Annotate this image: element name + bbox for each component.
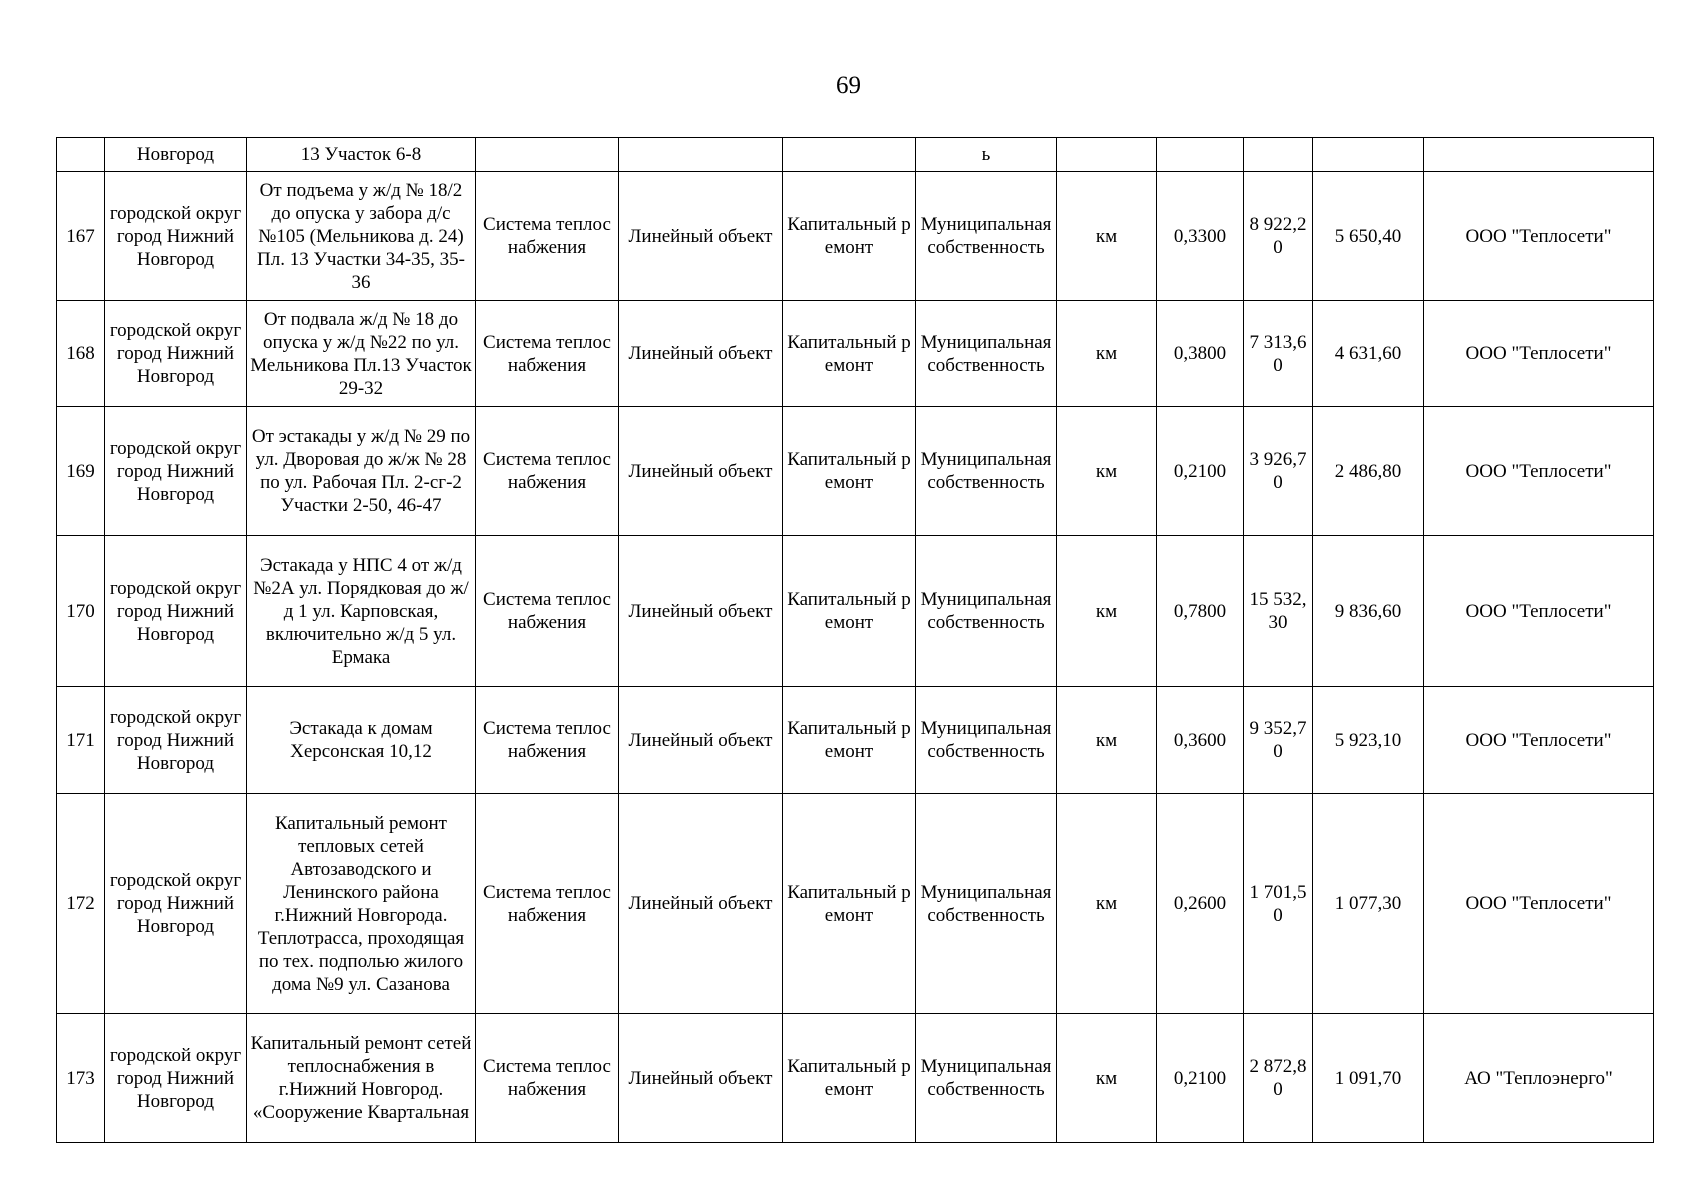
- cell-system: Система теплоснабжения: [476, 407, 619, 536]
- cell-district: городской округ город Нижний Новгород: [105, 536, 247, 687]
- cell-system: Система теплоснабжения: [476, 536, 619, 687]
- cell-work-type: Капитальный ремонт: [783, 301, 916, 407]
- cell-operator: ООО "Теплосети": [1424, 687, 1654, 794]
- cell-ownership: Муниципальная собственность: [916, 301, 1057, 407]
- cell-unit: [1057, 138, 1157, 172]
- cell-system: Система теплоснабжения: [476, 1014, 619, 1143]
- cell-length: 0,2100: [1157, 407, 1244, 536]
- table-row: [57, 301, 1654, 407]
- cell-object-type: Линейный объект: [619, 536, 783, 687]
- page-number: 69: [836, 72, 861, 99]
- cell-system: [476, 138, 619, 172]
- cell-district: городской округ город Нижний Новгород: [105, 407, 247, 536]
- cell-location: От подвала ж/д № 18 до опуска у ж/д №22 по ул. Мельникова Пл.13 Участок 29-32: [247, 301, 476, 407]
- cell-num: 170: [57, 536, 105, 687]
- cell-operator: [1424, 138, 1654, 172]
- cell-district: городской округ город Нижний Новгород: [105, 1014, 247, 1143]
- cell-unit: км: [1057, 301, 1157, 407]
- cell-location: Эстакада к домам Херсонская 10,12: [247, 687, 476, 794]
- cell-object-type: Линейный объект: [619, 301, 783, 407]
- cell-cost-total: [1244, 138, 1313, 172]
- table-row: [57, 172, 1654, 301]
- cell-num: 173: [57, 1014, 105, 1143]
- cell-operator: АО "Теплоэнерго": [1424, 1014, 1654, 1143]
- cell-cost-part: [1313, 138, 1424, 172]
- cell-ownership: Муниципальная собственность: [916, 1014, 1057, 1143]
- cell-ownership: Муниципальная собственность: [916, 687, 1057, 794]
- cell-unit: км: [1057, 172, 1157, 301]
- cell-work-type: Капитальный ремонт: [783, 407, 916, 536]
- cell-cost-part: 1 077,30: [1313, 794, 1424, 1014]
- cell-ownership: Муниципальная собственность: [916, 794, 1057, 1014]
- cell-cost-total: 1 701,50: [1244, 794, 1313, 1014]
- cell-location: Капитальный ремонт сетей теплоснабжения в г.Нижний Новгород. «Сооружение Квартальная: [247, 1014, 476, 1143]
- cell-location: От подъема у ж/д № 18/2 до опуска у забора д/с №105 (Мельникова д. 24) Пл. 13 Участки 34-35, 35-36: [247, 172, 476, 301]
- cell-ownership: Муниципальная собственность: [916, 407, 1057, 536]
- cell-district: городской округ город Нижний Новгород: [105, 687, 247, 794]
- cell-unit: км: [1057, 1014, 1157, 1143]
- cell-ownership: ь: [916, 138, 1057, 172]
- cell-district: городской округ город Нижний Новгород: [105, 172, 247, 301]
- cell-work-type: Капитальный ремонт: [783, 794, 916, 1014]
- cell-ownership: Муниципальная собственность: [916, 536, 1057, 687]
- cell-location: Капитальный ремонт тепловых сетей Автозаводского и Ленинского района г.Нижний Новгорода. Теплотрасса, проходящая по тех. подполью жилого дома №9 ул. Сазанова: [247, 794, 476, 1014]
- cell-object-type: Линейный объект: [619, 794, 783, 1014]
- cell-district: Новгород: [105, 138, 247, 172]
- cell-operator: ООО "Теплосети": [1424, 536, 1654, 687]
- cell-work-type: Капитальный ремонт: [783, 687, 916, 794]
- cell-cost-total: 15 532,30: [1244, 536, 1313, 687]
- table-row: [57, 794, 1654, 1014]
- cell-unit: км: [1057, 687, 1157, 794]
- cell-cost-part: 9 836,60: [1313, 536, 1424, 687]
- cell-operator: ООО "Теплосети": [1424, 301, 1654, 407]
- cell-num: 168: [57, 301, 105, 407]
- cell-cost-part: 5 650,40: [1313, 172, 1424, 301]
- cell-unit: км: [1057, 536, 1157, 687]
- cell-district: городской округ город Нижний Новгород: [105, 301, 247, 407]
- cell-length: 0,2600: [1157, 794, 1244, 1014]
- cell-unit: км: [1057, 407, 1157, 536]
- cell-length: 0,2100: [1157, 1014, 1244, 1143]
- cell-num: 172: [57, 794, 105, 1014]
- registry-table: [56, 137, 1654, 1143]
- cell-work-type: [783, 138, 916, 172]
- cell-length: 0,7800: [1157, 536, 1244, 687]
- cell-work-type: Капитальный ремонт: [783, 1014, 916, 1143]
- table-row: [57, 407, 1654, 536]
- cell-location: От эстакады у ж/д № 29 по ул. Дворовая до ж/ж № 28 по ул. Рабочая Пл. 2-сг-2 Участки 2-50, 46-47: [247, 407, 476, 536]
- cell-num: 167: [57, 172, 105, 301]
- cell-system: Система теплоснабжения: [476, 794, 619, 1014]
- cell-length: 0,3600: [1157, 687, 1244, 794]
- cell-location: Эстакада у НПС 4 от ж/д №2А ул. Порядковая до ж/д 1 ул. Карповская, включительно ж/д 5 ул. Ермака: [247, 536, 476, 687]
- cell-unit: км: [1057, 794, 1157, 1014]
- cell-work-type: Капитальный ремонт: [783, 536, 916, 687]
- cell-object-type: Линейный объект: [619, 687, 783, 794]
- cell-object-type: [619, 138, 783, 172]
- cell-district: городской округ город Нижний Новгород: [105, 794, 247, 1014]
- cell-length: [1157, 138, 1244, 172]
- cell-system: Система теплоснабжения: [476, 172, 619, 301]
- cell-cost-total: 9 352,70: [1244, 687, 1313, 794]
- cell-cost-part: 1 091,70: [1313, 1014, 1424, 1143]
- cell-work-type: Капитальный ремонт: [783, 172, 916, 301]
- cell-length: 0,3300: [1157, 172, 1244, 301]
- cell-length: 0,3800: [1157, 301, 1244, 407]
- cell-cost-total: 2 872,80: [1244, 1014, 1313, 1143]
- cell-cost-part: 5 923,10: [1313, 687, 1424, 794]
- cell-operator: ООО "Теплосети": [1424, 172, 1654, 301]
- cell-operator: ООО "Теплосети": [1424, 407, 1654, 536]
- cell-system: Система теплоснабжения: [476, 301, 619, 407]
- cell-cost-part: 2 486,80: [1313, 407, 1424, 536]
- cell-ownership: Муниципальная собственность: [916, 172, 1057, 301]
- cell-cost-total: 8 922,20: [1244, 172, 1313, 301]
- cell-cost-part: 4 631,60: [1313, 301, 1424, 407]
- cell-object-type: Линейный объект: [619, 172, 783, 301]
- table-row: [57, 536, 1654, 687]
- cell-operator: ООО "Теплосети": [1424, 794, 1654, 1014]
- table-row: [57, 1014, 1654, 1143]
- cell-cost-total: 3 926,70: [1244, 407, 1313, 536]
- cell-num: [57, 138, 105, 172]
- table-row: [57, 687, 1654, 794]
- cell-location: 13 Участок 6-8: [247, 138, 476, 172]
- cell-num: 169: [57, 407, 105, 536]
- cell-cost-total: 7 313,60: [1244, 301, 1313, 407]
- cell-system: Система теплоснабжения: [476, 687, 619, 794]
- cell-object-type: Линейный объект: [619, 1014, 783, 1143]
- table-row-continuation: [57, 138, 1654, 172]
- cell-object-type: Линейный объект: [619, 407, 783, 536]
- cell-num: 171: [57, 687, 105, 794]
